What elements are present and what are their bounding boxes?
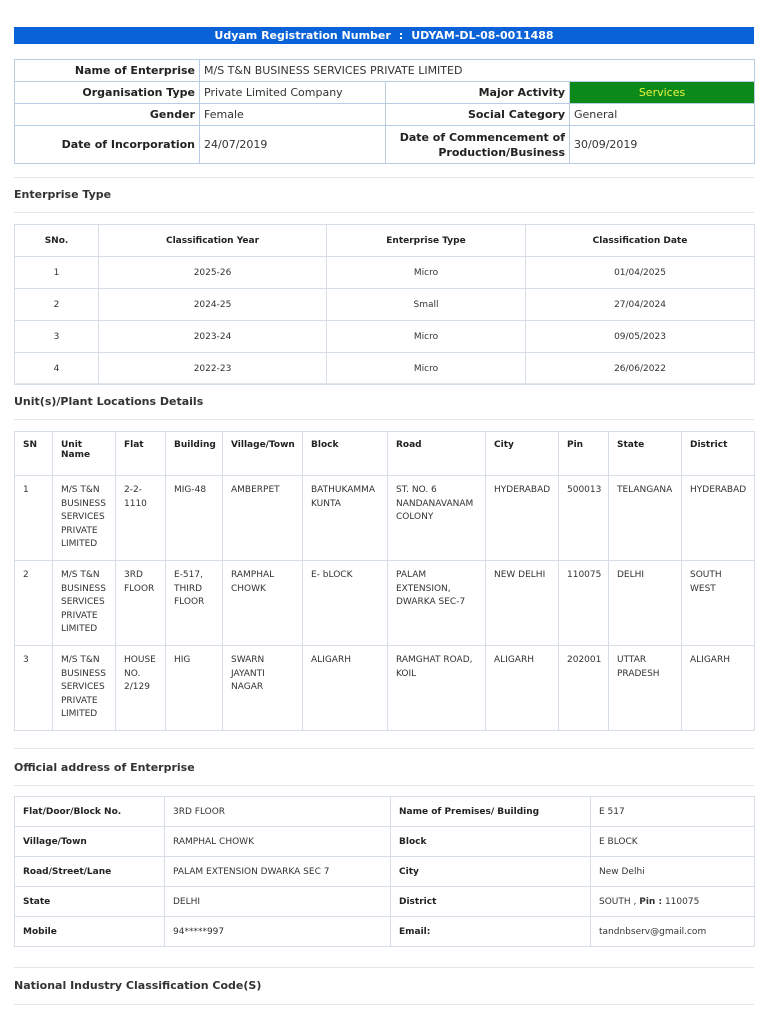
table-cell: BATHUKAMMA KUNTA <box>303 476 388 561</box>
date-of-incorporation-label: Date of Incorporation <box>15 126 200 164</box>
table-cell: HOUSE NO. 2/129 <box>116 646 166 731</box>
block-value: E BLOCK <box>591 827 755 857</box>
table-row <box>15 353 755 385</box>
official-address-table <box>14 796 755 947</box>
table-cell: Micro <box>327 321 526 353</box>
divider <box>14 1004 754 1005</box>
major-activity-value: Services <box>570 82 755 104</box>
table-cell: 09/05/2023 <box>526 321 755 353</box>
table-cell: TELANGANA <box>609 476 682 561</box>
table-cell: 4 <box>15 353 99 385</box>
road-value: PALAM EXTENSION DWARKA SEC 7 <box>165 857 391 887</box>
enterprise-type-title: Enterprise Type <box>14 188 112 201</box>
table-row <box>15 289 755 321</box>
date-of-commencement-label: Date of Commencement of Production/Business <box>386 126 570 164</box>
state-value: DELHI <box>165 887 391 917</box>
table-cell: HYDERABAD <box>486 476 559 561</box>
divider <box>14 177 754 178</box>
social-category-label: Social Category <box>386 104 570 126</box>
table-cell: HIG <box>166 646 223 731</box>
mobile-label: Mobile <box>15 917 165 947</box>
nic-code-title: National Industry Classification Code(S) <box>14 979 262 992</box>
column-header: Unit Name <box>53 432 116 476</box>
social-category-value: General <box>570 104 755 126</box>
registration-number: UDYAM-DL-08-0011488 <box>411 29 554 42</box>
pin-value: 110075 <box>664 896 700 907</box>
block-label: Block <box>391 827 591 857</box>
divider <box>14 785 754 786</box>
table-cell: ALIGARH <box>682 646 755 731</box>
organisation-type-label: Organisation Type <box>15 82 200 104</box>
table-cell: 2023-24 <box>99 321 327 353</box>
table-cell: ALIGARH <box>303 646 388 731</box>
divider <box>14 419 754 420</box>
gender-label: Gender <box>15 104 200 126</box>
table-cell: 500013 <box>559 476 609 561</box>
official-address-title: Official address of Enterprise <box>14 761 195 774</box>
enterprise-basic-details <box>14 59 755 164</box>
table-cell: 2 <box>15 561 53 646</box>
table-cell: 1 <box>15 257 99 289</box>
state-label: State <box>15 887 165 917</box>
table-cell: 27/04/2024 <box>526 289 755 321</box>
table-cell: AMBERPET <box>223 476 303 561</box>
road-label: Road/Street/Lane <box>15 857 165 887</box>
registration-separator: : <box>398 29 404 42</box>
table-row <box>15 257 755 289</box>
table-cell: RAMPHAL CHOWK <box>223 561 303 646</box>
unit-locations-title: Unit(s)/Plant Locations Details <box>14 395 204 408</box>
date-of-commencement-value: 30/09/2019 <box>570 126 755 164</box>
column-header: Road <box>388 432 486 476</box>
column-header: City <box>486 432 559 476</box>
table-cell: DELHI <box>609 561 682 646</box>
table-cell: 2024-25 <box>99 289 327 321</box>
email-value: tandnbserv@gmail.com <box>591 917 755 947</box>
column-header: Village/Town <box>223 432 303 476</box>
enterprise-type-table <box>14 224 755 385</box>
table-row <box>15 561 755 646</box>
registration-label: Udyam Registration Number <box>214 29 391 42</box>
table-cell: 3 <box>15 646 53 731</box>
village-label: Village/Town <box>15 827 165 857</box>
name-of-enterprise-label: Name of Enterprise <box>15 60 200 82</box>
table-cell: HYDERABAD <box>682 476 755 561</box>
table-cell: MIG-48 <box>166 476 223 561</box>
table-row <box>15 321 755 353</box>
divider <box>14 748 754 749</box>
premises-label: Name of Premises/ Building <box>391 797 591 827</box>
major-activity-label: Major Activity <box>386 82 570 104</box>
city-value: New Delhi <box>591 857 755 887</box>
table-cell: 202001 <box>559 646 609 731</box>
column-header: District <box>682 432 755 476</box>
table-cell: 01/04/2025 <box>526 257 755 289</box>
table-cell: 2025-26 <box>99 257 327 289</box>
column-header: Enterprise Type <box>327 225 526 257</box>
column-header: SN <box>15 432 53 476</box>
table-cell: E- bLOCK <box>303 561 388 646</box>
table-row <box>15 476 755 561</box>
column-header: Pin <box>559 432 609 476</box>
table-cell: 3 <box>15 321 99 353</box>
table-cell: PALAM EXTENSION, DWARKA SEC-7 <box>388 561 486 646</box>
table-cell: SWARN JAYANTI NAGAR <box>223 646 303 731</box>
table-row <box>15 646 755 731</box>
column-header: Building <box>166 432 223 476</box>
unit-locations-table <box>14 431 755 731</box>
district-pin-value: SOUTH , Pin : 110075 <box>591 887 755 917</box>
date-of-incorporation-value: 24/07/2019 <box>200 126 386 164</box>
city-label: City <box>391 857 591 887</box>
table-cell: UTTAR PRADESH <box>609 646 682 731</box>
email-label: Email: <box>391 917 591 947</box>
table-cell: 3RD FLOOR <box>116 561 166 646</box>
organisation-type-value: Private Limited Company <box>200 82 386 104</box>
table-cell: E-517, THIRD FLOOR <box>166 561 223 646</box>
divider <box>14 212 754 213</box>
table-cell: 2 <box>15 289 99 321</box>
table-cell: Micro <box>327 257 526 289</box>
column-header: Block <box>303 432 388 476</box>
column-header: State <box>609 432 682 476</box>
district-label: District <box>391 887 591 917</box>
column-header: Flat <box>116 432 166 476</box>
pin-label: Pin : <box>639 896 663 907</box>
column-header: SNo. <box>15 225 99 257</box>
divider <box>14 967 754 968</box>
table-cell: 2-2-1110 <box>116 476 166 561</box>
premises-value: E 517 <box>591 797 755 827</box>
village-value: RAMPHAL CHOWK <box>165 827 391 857</box>
table-cell: 2022-23 <box>99 353 327 385</box>
divider <box>14 383 754 384</box>
table-cell: Small <box>327 289 526 321</box>
table-cell: ST. NO. 6 NANDANAVANAM COLONY <box>388 476 486 561</box>
district-value: SOUTH <box>599 896 631 907</box>
flat-value: 3RD FLOOR <box>165 797 391 827</box>
table-cell: 26/06/2022 <box>526 353 755 385</box>
table-cell: RAMGHAT ROAD, KOIL <box>388 646 486 731</box>
table-cell: 110075 <box>559 561 609 646</box>
gender-value: Female <box>200 104 386 126</box>
column-header: Classification Date <box>526 225 755 257</box>
table-cell: SOUTH WEST <box>682 561 755 646</box>
registration-number-bar <box>14 27 754 44</box>
column-header: Classification Year <box>99 225 327 257</box>
table-cell: M/S T&N BUSINESS SERVICES PRIVATE LIMITED <box>53 476 116 561</box>
mobile-value: 94*****997 <box>165 917 391 947</box>
table-cell: M/S T&N BUSINESS SERVICES PRIVATE LIMITED <box>53 646 116 731</box>
table-cell: 1 <box>15 476 53 561</box>
table-cell: ALIGARH <box>486 646 559 731</box>
name-of-enterprise-value: M/S T&N BUSINESS SERVICES PRIVATE LIMITED <box>200 60 755 82</box>
table-cell: M/S T&N BUSINESS SERVICES PRIVATE LIMITED <box>53 561 116 646</box>
flat-label: Flat/Door/Block No. <box>15 797 165 827</box>
table-cell: NEW DELHI <box>486 561 559 646</box>
table-cell: Micro <box>327 353 526 385</box>
